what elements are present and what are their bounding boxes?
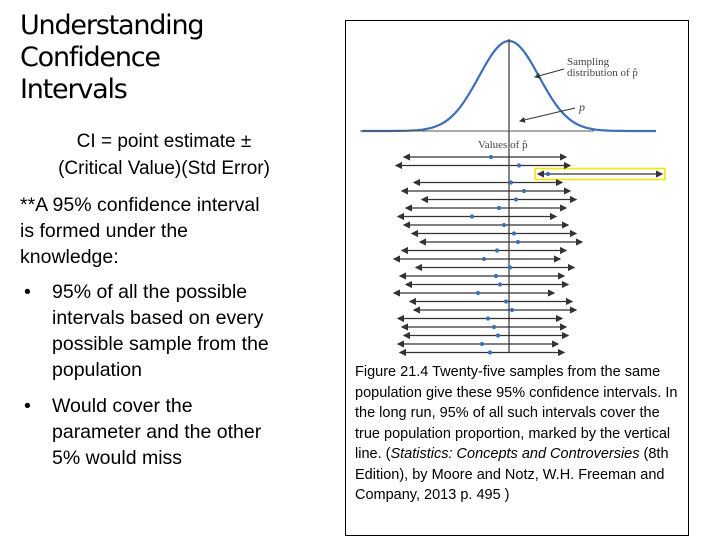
sample-estimate-point xyxy=(486,316,490,320)
sample-estimate-point xyxy=(488,350,492,354)
sample-estimate-point xyxy=(494,274,498,278)
title-line: Confidence xyxy=(20,42,160,73)
note-line: knowledge: xyxy=(20,246,119,268)
sample-estimate-point xyxy=(482,257,486,261)
sample-estimate-point xyxy=(508,265,512,269)
bullet-line: 5% would miss xyxy=(52,447,183,469)
sample-estimate-point xyxy=(517,163,521,167)
bullet-dot: • xyxy=(24,395,31,417)
sample-estimate-point xyxy=(514,197,518,201)
sample-estimate-point xyxy=(502,223,506,227)
title-line: Intervals xyxy=(20,74,127,105)
sample-estimate-point xyxy=(504,299,508,303)
sample-estimate-point xyxy=(516,240,520,244)
slide-title xyxy=(20,10,330,106)
sample-estimate-point xyxy=(509,180,513,184)
bullet-item xyxy=(20,393,320,471)
caption-text-end: (8th Edition), by Moore and Notz, W.H. Freeman and Company, 2013 p. 495 ) xyxy=(355,446,669,503)
figure-box xyxy=(345,20,689,536)
intervals-group xyxy=(394,155,662,357)
confidence-note xyxy=(20,192,320,270)
sampling-label-pointer xyxy=(535,69,564,77)
sample-estimate-point xyxy=(489,155,493,159)
caption-text: Figure 21.4 Twenty-five samples from the same population give these 95% confidence intervals. In the long run, 95% of all such intervals cover the true population proportion, marked by the vertical line. ( xyxy=(355,364,678,462)
sample-estimate-point xyxy=(498,282,502,286)
title-line: Understanding xyxy=(20,10,204,41)
bullet-item xyxy=(20,279,320,383)
sample-estimate-point xyxy=(480,342,484,346)
bullet-line: 95% of all the possible xyxy=(52,281,248,303)
sample-estimate-point xyxy=(510,308,514,312)
p-pointer xyxy=(520,108,575,121)
p-label: p xyxy=(579,100,585,114)
bullet-list-1 xyxy=(20,279,320,383)
bullet-line: Would cover the xyxy=(52,395,193,417)
confidence-interval-figure xyxy=(354,27,680,357)
ci-formula xyxy=(14,128,314,182)
formula-line: CI = point estimate ± xyxy=(76,131,252,152)
sample-estimate-point xyxy=(492,325,496,329)
sample-estimate-point xyxy=(522,189,526,193)
sample-estimate-point xyxy=(496,333,500,337)
sampling-label-line2: distribution of p̂ xyxy=(567,67,638,79)
bullet-dot: • xyxy=(24,281,31,303)
bullet-line: parameter and the other xyxy=(52,421,262,443)
bullet-line: intervals based on every xyxy=(52,307,264,329)
bullet-line: possible sample from the xyxy=(52,333,269,355)
sample-estimate-point xyxy=(546,172,550,176)
note-line: **A 95% confidence interval xyxy=(20,194,260,216)
bullet-line: population xyxy=(52,359,142,381)
note-line: is formed under the xyxy=(20,220,189,242)
values-label: Values of p̂ xyxy=(478,139,528,151)
sample-estimate-point xyxy=(495,248,499,252)
caption-book-title: Statistics: Concepts and Controversies xyxy=(390,446,640,462)
formula-line: (Critical Value)(Std Error) xyxy=(58,158,270,179)
sampling-label-line1: Sampling xyxy=(567,56,610,68)
figure-caption xyxy=(355,362,685,506)
sample-estimate-point xyxy=(470,214,474,218)
sample-estimate-point xyxy=(476,291,480,295)
sample-estimate-point xyxy=(497,206,501,210)
sample-estimate-point xyxy=(512,231,516,235)
bullet-list-2 xyxy=(20,393,320,471)
